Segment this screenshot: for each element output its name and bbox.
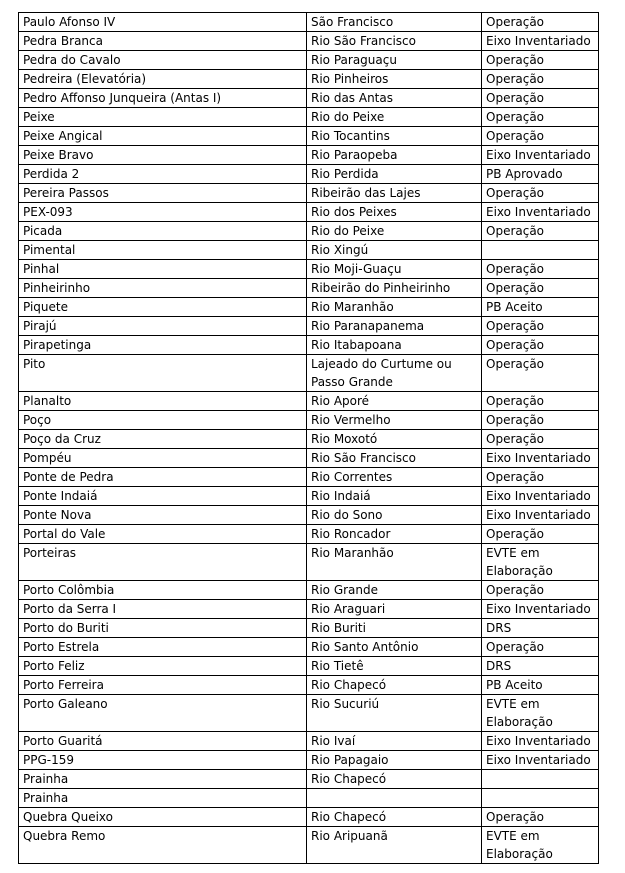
table-row	[19, 51, 599, 70]
river-cell: Rio Chapecó	[307, 770, 482, 789]
river-cell: Rio Moji-Guaçu	[307, 260, 482, 279]
status-cell: EVTE em Elaboração	[482, 544, 599, 581]
table-row	[19, 146, 599, 165]
table-row	[19, 298, 599, 317]
river-cell: São Francisco	[307, 13, 482, 32]
river-cell: Rio Chapecó	[307, 808, 482, 827]
plant-name-cell: Prainha	[19, 770, 307, 789]
status-cell: Operação	[482, 222, 599, 241]
table-row	[19, 600, 599, 619]
status-cell: Operação	[482, 260, 599, 279]
status-cell: EVTE em Elaboração	[482, 695, 599, 732]
table-row	[19, 544, 599, 581]
table-row	[19, 108, 599, 127]
table-row	[19, 165, 599, 184]
plant-name-cell: Porto Feliz	[19, 657, 307, 676]
table-body	[19, 13, 599, 864]
river-cell: Rio Correntes	[307, 468, 482, 487]
table-row	[19, 241, 599, 260]
plant-name-cell: Porto Colômbia	[19, 581, 307, 600]
river-cell: Rio do Peixe	[307, 108, 482, 127]
status-cell: Operação	[482, 13, 599, 32]
plant-name-cell: Quebra Queixo	[19, 808, 307, 827]
table-row	[19, 827, 599, 864]
status-cell	[482, 770, 599, 789]
status-cell: Operação	[482, 638, 599, 657]
status-cell: EVTE em Elaboração	[482, 827, 599, 864]
plant-name-cell: Perdida 2	[19, 165, 307, 184]
river-cell: Rio Araguari	[307, 600, 482, 619]
river-cell: Rio Perdida	[307, 165, 482, 184]
plant-name-cell: Porto da Serra I	[19, 600, 307, 619]
plant-name-cell: Portal do Vale	[19, 525, 307, 544]
status-cell: Operação	[482, 336, 599, 355]
plant-name-cell: Peixe Bravo	[19, 146, 307, 165]
table-row	[19, 430, 599, 449]
table-row	[19, 449, 599, 468]
river-cell: Rio Aporé	[307, 392, 482, 411]
river-cell: Ribeirão do Pinheirinho	[307, 279, 482, 298]
river-cell: Rio Tocantins	[307, 127, 482, 146]
table-row	[19, 70, 599, 89]
river-cell: Rio Buriti	[307, 619, 482, 638]
status-cell: Eixo Inventariado	[482, 203, 599, 222]
river-cell: Ribeirão das Lajes	[307, 184, 482, 203]
river-cell: Rio São Francisco	[307, 449, 482, 468]
table-row	[19, 638, 599, 657]
status-cell: Operação	[482, 392, 599, 411]
plant-name-cell: Paulo Afonso IV	[19, 13, 307, 32]
status-cell: PB Aceito	[482, 676, 599, 695]
table-row	[19, 222, 599, 241]
status-cell: Operação	[482, 430, 599, 449]
table-row	[19, 13, 599, 32]
plant-name-cell: Pedra do Cavalo	[19, 51, 307, 70]
plant-name-cell: Pimental	[19, 241, 307, 260]
table-row	[19, 695, 599, 732]
plant-name-cell: Poço da Cruz	[19, 430, 307, 449]
hydro-plant-table	[18, 12, 599, 864]
table-row	[19, 127, 599, 146]
status-cell: Eixo Inventariado	[482, 487, 599, 506]
river-cell: Rio das Antas	[307, 89, 482, 108]
status-cell: Operação	[482, 581, 599, 600]
river-cell: Rio Papagaio	[307, 751, 482, 770]
river-cell: Rio do Sono	[307, 506, 482, 525]
status-cell: Eixo Inventariado	[482, 449, 599, 468]
table-row	[19, 657, 599, 676]
status-cell: Operação	[482, 184, 599, 203]
table-row	[19, 317, 599, 336]
status-cell: Operação	[482, 127, 599, 146]
table-row	[19, 506, 599, 525]
status-cell: Eixo Inventariado	[482, 32, 599, 51]
river-cell: Rio dos Peixes	[307, 203, 482, 222]
status-cell: DRS	[482, 619, 599, 638]
table-row	[19, 184, 599, 203]
status-cell: Operação	[482, 317, 599, 336]
table-row	[19, 203, 599, 222]
status-cell	[482, 241, 599, 260]
river-cell	[307, 789, 482, 808]
river-cell: Rio Aripuanã	[307, 827, 482, 864]
plant-name-cell: Peixe Angical	[19, 127, 307, 146]
river-cell: Rio Ivaí	[307, 732, 482, 751]
status-cell: Operação	[482, 525, 599, 544]
plant-name-cell: Piquete	[19, 298, 307, 317]
table-row	[19, 487, 599, 506]
plant-name-cell: Pedreira (Elevatória)	[19, 70, 307, 89]
river-cell: Rio Moxotó	[307, 430, 482, 449]
river-cell: Rio Xingú	[307, 241, 482, 260]
table-row	[19, 789, 599, 808]
table-row	[19, 279, 599, 298]
plant-name-cell: Prainha	[19, 789, 307, 808]
status-cell: Eixo Inventariado	[482, 146, 599, 165]
river-cell: Rio Itabapoana	[307, 336, 482, 355]
plant-name-cell: Picada	[19, 222, 307, 241]
status-cell: Operação	[482, 70, 599, 89]
table-row	[19, 732, 599, 751]
river-cell: Rio Sucuriú	[307, 695, 482, 732]
table-row	[19, 468, 599, 487]
table-row	[19, 751, 599, 770]
river-cell: Rio Paraguaçu	[307, 51, 482, 70]
plant-name-cell: Planalto	[19, 392, 307, 411]
table-row	[19, 260, 599, 279]
plant-name-cell: Pedra Branca	[19, 32, 307, 51]
plant-name-cell: PEX-093	[19, 203, 307, 222]
status-cell	[482, 789, 599, 808]
table-row	[19, 89, 599, 108]
table-row	[19, 676, 599, 695]
plant-name-cell: Porto Galeano	[19, 695, 307, 732]
river-cell: Rio Maranhão	[307, 544, 482, 581]
status-cell: Eixo Inventariado	[482, 506, 599, 525]
table-row	[19, 581, 599, 600]
plant-name-cell: Pito	[19, 355, 307, 392]
plant-name-cell: Porto do Buriti	[19, 619, 307, 638]
river-cell: Rio São Francisco	[307, 32, 482, 51]
status-cell: Operação	[482, 355, 599, 392]
status-cell: Operação	[482, 411, 599, 430]
status-cell: Operação	[482, 468, 599, 487]
status-cell: Eixo Inventariado	[482, 600, 599, 619]
plant-name-cell: Ponte Nova	[19, 506, 307, 525]
status-cell: PB Aprovado	[482, 165, 599, 184]
plant-name-cell: Ponte Indaiá	[19, 487, 307, 506]
river-cell: Lajeado do Curtume ou Passo Grande	[307, 355, 482, 392]
table-row	[19, 808, 599, 827]
table-row	[19, 770, 599, 789]
river-cell: Rio do Peixe	[307, 222, 482, 241]
plant-name-cell: Peixe	[19, 108, 307, 127]
status-cell: Operação	[482, 279, 599, 298]
river-cell: Rio Vermelho	[307, 411, 482, 430]
plant-name-cell: Porto Estrela	[19, 638, 307, 657]
status-cell: Operação	[482, 89, 599, 108]
plant-name-cell: Pedro Affonso Junqueira (Antas I)	[19, 89, 307, 108]
status-cell: PB Aceito	[482, 298, 599, 317]
plant-name-cell: Pompéu	[19, 449, 307, 468]
table-row	[19, 32, 599, 51]
status-cell: Operação	[482, 51, 599, 70]
river-cell: Rio Tietê	[307, 657, 482, 676]
river-cell: Rio Grande	[307, 581, 482, 600]
plant-name-cell: Poço	[19, 411, 307, 430]
plant-name-cell: Porto Guaritá	[19, 732, 307, 751]
river-cell: Rio Pinheiros	[307, 70, 482, 89]
status-cell: Eixo Inventariado	[482, 751, 599, 770]
table-row	[19, 336, 599, 355]
plant-name-cell: Pinheirinho	[19, 279, 307, 298]
status-cell: Operação	[482, 808, 599, 827]
plant-name-cell: Pirajú	[19, 317, 307, 336]
table-row	[19, 355, 599, 392]
status-cell: DRS	[482, 657, 599, 676]
status-cell: Eixo Inventariado	[482, 732, 599, 751]
plant-name-cell: PPG-159	[19, 751, 307, 770]
plant-name-cell: Pirapetinga	[19, 336, 307, 355]
plant-name-cell: Porto Ferreira	[19, 676, 307, 695]
plant-name-cell: Ponte de Pedra	[19, 468, 307, 487]
plant-name-cell: Porteiras	[19, 544, 307, 581]
river-cell: Rio Roncador	[307, 525, 482, 544]
table-row	[19, 411, 599, 430]
plant-name-cell: Quebra Remo	[19, 827, 307, 864]
river-cell: Rio Paraopeba	[307, 146, 482, 165]
plant-name-cell: Pereira Passos	[19, 184, 307, 203]
table-row	[19, 619, 599, 638]
river-cell: Rio Santo Antônio	[307, 638, 482, 657]
river-cell: Rio Maranhão	[307, 298, 482, 317]
river-cell: Rio Paranapanema	[307, 317, 482, 336]
status-cell: Operação	[482, 108, 599, 127]
plant-name-cell: Pinhal	[19, 260, 307, 279]
table-row	[19, 525, 599, 544]
table-row	[19, 392, 599, 411]
river-cell: Rio Indaiá	[307, 487, 482, 506]
river-cell: Rio Chapecó	[307, 676, 482, 695]
